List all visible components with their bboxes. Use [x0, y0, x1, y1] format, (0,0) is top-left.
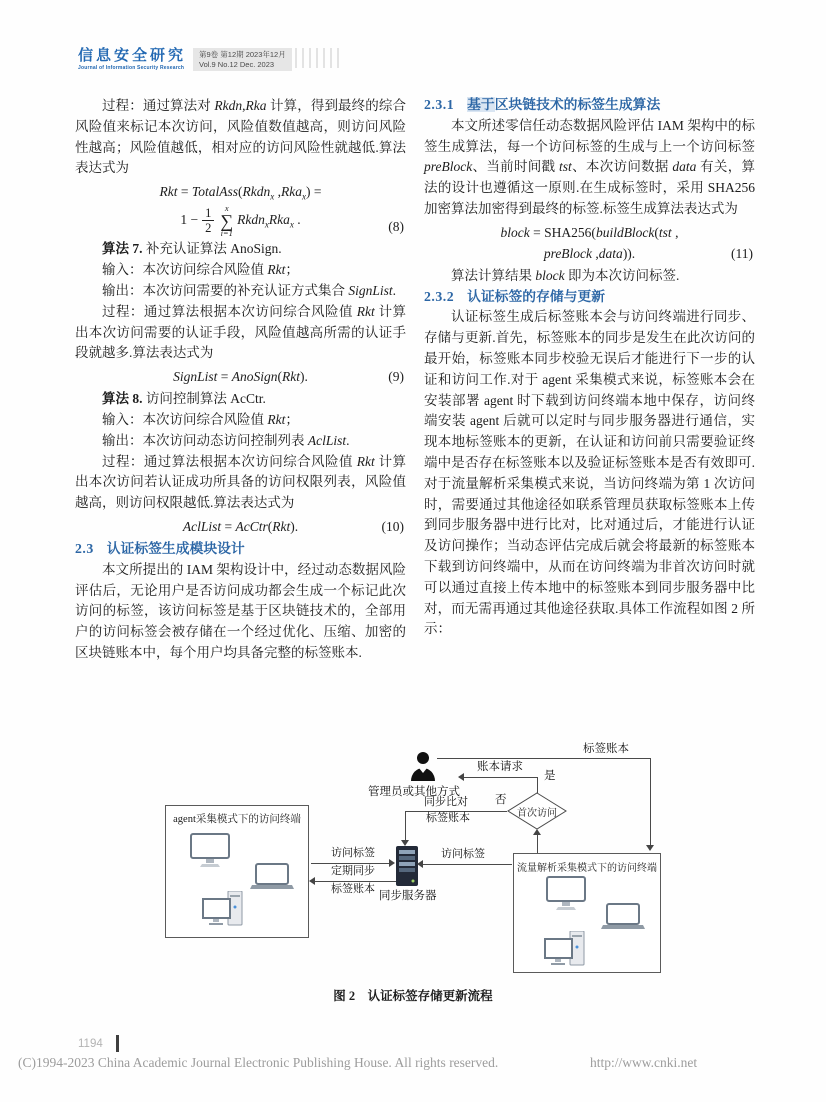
paragraph-label-generation: 本文所述零信任动态数据风险评估 IAM 架构中的标签生成算法，每一个访问标签的生成与上一个访问标签 preBlock、当前时间戳 tst、本次访问数据 data 有关，算法的设计也遵循这一原则.在生成标签时，采用 SHA256 加密算法加密得到最终的标签.标签生成算法表达式为 — [424, 117, 756, 216]
no-label: 否 — [495, 794, 507, 806]
laptop-icon — [250, 863, 294, 891]
access-label-sync-line — [311, 863, 390, 864]
fraction-denominator: 2 — [205, 221, 212, 236]
paragraph-block-result: 算法计算结果 block 即为本次访问标签. — [451, 267, 680, 283]
equation-9-body: SignList = AnoSign(Rkt). — [173, 369, 308, 385]
algorithm-7-output: 输出：本次访问需要的补充认证方式集合 SignList. — [102, 282, 397, 298]
first-visit-label: 首次访问 — [517, 808, 557, 819]
issue-line-en: Vol.9 No.12 Dec. 2023 — [199, 59, 275, 69]
diamond-top-line — [537, 777, 538, 793]
ledger-request-line — [460, 777, 537, 778]
right-access-label-text: 访问标签 — [441, 848, 485, 860]
algorithm-8-output: 输出：本次访问动态访问控制列表 AclList. — [102, 432, 350, 448]
sync-server-label: 同步服务器 — [379, 890, 437, 902]
section-2-3-2-heading — [424, 287, 755, 308]
equation-10 — [75, 516, 406, 537]
algorithm-8-title: 算法 8. 访问控制算法 AcCtr. — [102, 391, 266, 407]
sync-compare-label-2: 标签账本 — [426, 812, 470, 824]
top-ledger-line-horizontal — [437, 758, 650, 759]
copyright-notice: (C)1994-2023 China Academic Journal Electronic Publishing House. All rights reserved. — [18, 1055, 499, 1070]
page-number: 1194 — [78, 1038, 103, 1050]
equation-11 — [424, 222, 755, 264]
monitor-icon — [190, 833, 230, 869]
section-2-3-1-number: 2.3.1 — [424, 97, 455, 112]
algorithm-7-title: 算法 7. 补充认证算法 AnoSign. — [102, 241, 282, 257]
equation-8-prefix: 1 − — [180, 212, 199, 228]
right-box-to-diamond-line — [537, 833, 538, 853]
section-2-3-heading — [75, 539, 406, 560]
no-path-vertical — [405, 811, 406, 841]
algorithm-8-input: 输入：本次访问综合风险值 Rkt； — [102, 411, 299, 427]
equation-9 — [75, 366, 406, 387]
laptop-icon — [601, 903, 645, 931]
sync-compare-label-1: 同步比对 — [424, 796, 468, 808]
ledger-return-line — [311, 881, 396, 882]
cnki-url-link[interactable]: http://www.cnki.net — [590, 1055, 698, 1070]
algorithm-8-process: 过程：通过算法根据本次访问综合风险值 Rkt 计算出本次访问若认证成功所具备的访问权限列表，风险值越高，则访问权限越低.算法表达式为 — [75, 453, 407, 511]
equation-10-body: AclList = AcCtr(Rkt). — [182, 518, 299, 534]
top-ledger-line-vertical — [650, 758, 651, 846]
algorithm-7-process: 过程：通过算法根据本次访问综合风险值 Rkt 计算出本次访问需要的认证手段，风险值越高所需的认证手段就越多.算法表达式为 — [75, 303, 407, 361]
figure-2-caption: 图 2 认证标签存储更新流程 — [333, 989, 493, 1003]
summation-upper: x — [224, 203, 229, 214]
equation-8-line2 — [75, 204, 406, 237]
journal-masthead — [78, 48, 341, 71]
equation-11-line2: preBlock ,data)). — [543, 245, 636, 261]
left-column — [75, 96, 406, 664]
desktop-pc-icon — [202, 891, 248, 931]
top-ledger-label: 标签账本 — [583, 743, 629, 755]
ledger-request-label: 账本请求 — [477, 761, 523, 773]
paragraph-module-design: 本文所提出的 IAM 架构设计中，经过动态数据风险评估后，无论用户是否访问成功都会生成一个标记此次访问的标签，该访问标签是基于区块链技术的，全部用户的访问标签会被存储在一个经过优化、压缩、加密的区块链账本中，每个用户均具备完整的标签账本. — [75, 561, 407, 660]
equation-number-9: (9) — [388, 369, 404, 385]
section-2-3-number: 2.3 — [75, 540, 94, 556]
arrowhead-into-diamond — [533, 829, 541, 835]
equation-8 — [75, 181, 406, 237]
section-2-3-1-heading — [424, 95, 755, 116]
sync-server-icon — [396, 846, 418, 886]
journal-logo — [78, 48, 186, 71]
yes-label: 是 — [544, 770, 556, 782]
issue-line-cn: 第9卷 第12期 2023年12月 — [199, 50, 286, 59]
equation-number-10: (10) — [381, 518, 404, 534]
equation-number-11: (11) — [731, 245, 753, 261]
fraction-numerator: 1 — [202, 206, 214, 221]
section-2-3-2-title: 认证标签的存储与更新 — [467, 288, 606, 304]
right-column — [424, 95, 755, 640]
summation — [220, 204, 233, 237]
agent-terminal-label: agent采集模式下的访问终端 — [173, 814, 301, 825]
page-number-divider — [116, 1035, 119, 1052]
section-2-3-2-number: 2.3.2 — [424, 288, 455, 304]
arrowhead-into-right-box — [646, 845, 654, 851]
equation-8-line1: Rkt = TotalAss(Rkdn$_x$ ,Rka$_x$) = — [159, 184, 322, 202]
periodic-sync-text: 定期同步 — [331, 865, 375, 877]
fraction — [202, 206, 214, 236]
equation-number-8: (8) — [388, 219, 404, 235]
summation-symbol: ∑ — [220, 210, 234, 231]
issue-info-box — [193, 48, 292, 71]
figure-2-flowchart — [0, 741, 826, 1031]
decorative-stripes — [295, 48, 341, 68]
equation-8-suffix: Rkdn$_x$Rka$_x$ . — [237, 212, 301, 231]
journal-title-cn: 信息安全研究 — [78, 47, 187, 64]
arrowhead-to-left-box — [309, 877, 315, 885]
traffic-terminal-label: 流量解析采集模式下的访问终端 — [517, 863, 657, 874]
monitor-icon — [546, 876, 586, 912]
arrowhead-to-admin — [458, 773, 464, 781]
admin-person-icon — [410, 751, 436, 781]
paragraph-process-8: 过程：通过算法对 Rkdn,Rka 计算，得到最终的综合风险值来标记本次访问，风险值数值越高，则访问风险性越高；风险值越低，相对应的访问风险性就越低.算法表达式为 — [75, 98, 407, 176]
summation-lower: i=1 — [220, 227, 233, 238]
algorithm-7-input: 输入：本次访问综合风险值 Rkt； — [102, 262, 299, 278]
right-access-label-line — [423, 864, 512, 865]
arrowhead-to-server-right — [417, 860, 423, 868]
paragraph-storage-update: 认证标签生成后标签账本会与访问终端进行同步、存储与更新.首先，标签账本的同步是发生在此次访问的最开始，标签账本同步校验无误后才能进行下一步的认证和访问工作.对于 agent 采集模式来说，标签账本会在安装部署 agent 时下载到访问终端本地中保存，访问终端安装 agent 后就可以定时与同步服务器进行通信，实现本地标签账本的更新，在认证和访问前只需要验证终端中是否存在标签账本以及验证标签账本是否有效即可.对于流量解析采集模式来说，当访问终端为第 1 次访问时，需要通过其他途径如联系管理员获取标签账本上传到同步服务器中进行比对，比对通过后，才能进行认证及访问操作；当动态评估完成后就会将最新的标签账本下载到访问终端中，从而在访问终端为非首次访问时就可以通过直接上传本地中的标签账本到同步服务器中比对，而无需再通过其他途径获取.具体工作流程如图 2 所示： — [424, 309, 756, 637]
journal-title-en: Journal of Information Security Research — [78, 65, 185, 71]
section-2-3-title: 认证标签生成模块设计 — [106, 540, 245, 556]
admin-label: 管理员或其他方式 — [368, 786, 460, 798]
arrowhead-to-server-left — [389, 859, 395, 867]
desktop-pc-icon — [544, 931, 590, 971]
equation-11-line1: block = SHA256(buildBlock(tst , — [500, 224, 679, 240]
access-label-text: 访问标签 — [331, 847, 375, 859]
section-2-3-1-title: 基于区块链技术的标签生成算法 — [467, 97, 661, 112]
ledger-return-text: 标签账本 — [331, 883, 375, 895]
